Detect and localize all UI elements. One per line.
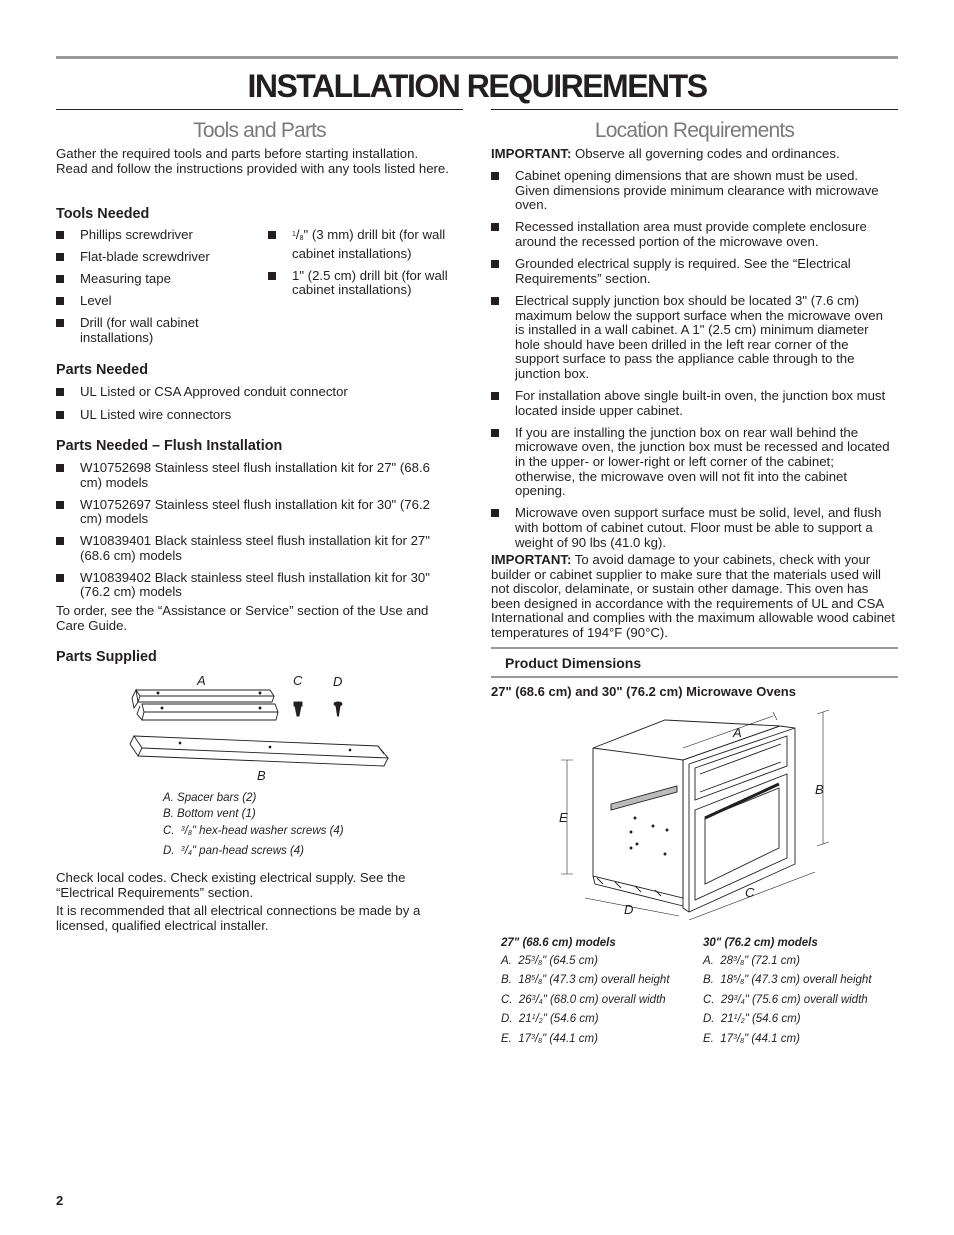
bullet-icon	[56, 319, 64, 327]
list-item: W10752697 Stainless steel flush installation kit for 30" (76.2 cm) models	[56, 498, 446, 527]
bullet-icon	[268, 272, 276, 280]
list-item: If you are installing the junction box on rear wall behind the microwave oven, the junction box must be recessed and located in the upper- or lower-right or left corner of the cabinet; otherwise, the microwave oven will not fit into the cabinet opening.	[491, 426, 895, 499]
check-codes-text: Check local codes. Check existing electrical supply. See the “Electrical Requirements” section.	[56, 870, 406, 900]
tools-parts-intro: Gather the required tools and parts before starting installation. Read and follow the instructions provided with any tools listed here.	[56, 146, 449, 176]
dims-27-e: E. $17^3/8$" (44.1 cm)	[501, 1032, 598, 1045]
dims-30-c: C. $29^3/4$" (75.6 cm) overall width	[703, 993, 868, 1006]
list-item: UL Listed wire connectors	[56, 408, 451, 423]
bullet-icon	[56, 388, 64, 396]
parts-label-d: D	[333, 674, 343, 689]
dims-27-column	[501, 936, 701, 1049]
dims-30-e: E. $17^3/8$" (44.1 cm)	[703, 1032, 800, 1045]
dims-27-a: A. $25^3/8$" (64.5 cm)	[501, 954, 598, 967]
location-heading: Location Requirements	[594, 119, 795, 142]
dim-label-a: A	[733, 725, 742, 740]
location-important-2: IMPORTANT: To avoid damage to your cabinets, check with your builder or cabinet supplier to make sure that the materials used will not discolor, delaminate, or sustain other damage. This oven has been designed in accordance with the requirements of UL and CSA International and complies with the maximum allowable wood cabinet temperatures of 194°F (90°C).	[491, 552, 895, 640]
list-item: Electrical supply junction box should be located 3" (7.6 cm) maximum below the support surface when the microwave oven is installed in a wall cabinet. A 1" (2.5 cm) minimum diameter hole should have been drilled in the left rear corner of the support surface to pass the appliance cable through to the junction box.	[491, 294, 895, 382]
caption-b: B. Bottom vent (1)	[163, 807, 256, 820]
parts-captions	[163, 791, 413, 861]
bullet-icon	[56, 501, 64, 509]
list-item: Level	[56, 294, 246, 309]
bullet-icon	[56, 537, 64, 545]
page-title: INSTALLATION REQUIREMENTS	[247, 68, 707, 104]
dim-label-b: B	[815, 782, 824, 797]
caption-d: D. $^3$/4" pan-head screws (4)	[163, 844, 305, 857]
list-item: Recessed installation area must provide complete enclosure around the recessed portion of the microwave oven.	[491, 220, 895, 249]
list-item: Microwave oven support surface must be solid, level, and flush with bottom of cabinet cutout. Floor must be able to support a weight of 90 lbs (41.0 kg).	[491, 506, 895, 550]
list-item: W10752698 Stainless steel flush installation kit for 27" (68.6 cm) models	[56, 461, 446, 490]
top-rule	[56, 56, 898, 59]
dims-30-a: A. $28^3/8$" (72.1 cm)	[703, 954, 800, 967]
location-list	[491, 169, 895, 550]
list-item: UL Listed or CSA Approved conduit connector	[56, 385, 451, 400]
parts-label-c: C	[293, 673, 303, 688]
parts-label-b: B	[257, 768, 266, 783]
list-item: W10839401 Black stainless steel flush installation kit for 27" (68.6 cm) models	[56, 534, 446, 563]
dims-27-c: C. $26^3/4$" (68.0 cm) overall width	[501, 993, 666, 1006]
dimensions-rule-top	[491, 647, 898, 649]
parts-supplied-heading: Parts Supplied	[56, 649, 157, 665]
caption-a: A. Spacer bars (2)	[163, 792, 257, 804]
bullet-icon	[491, 297, 499, 305]
dims-30-title: 30" (76.2 cm) models	[703, 937, 818, 949]
parts-needed-list	[56, 385, 451, 423]
tools-list-col1	[56, 228, 246, 345]
left-column-rule	[56, 109, 463, 110]
bullet-icon	[56, 574, 64, 582]
dim-label-c: C	[745, 885, 755, 900]
bullet-icon	[491, 392, 499, 400]
dimensions-rule-bottom	[491, 676, 898, 678]
list-item: 1" (2.5 cm) drill bit (for wall cabinet installations)	[268, 269, 454, 298]
bullet-icon	[268, 231, 276, 239]
bullet-icon	[491, 429, 499, 437]
list-item: Phillips screwdriver	[56, 228, 246, 243]
bullet-icon	[56, 297, 64, 305]
bullet-icon	[56, 231, 64, 239]
bullet-icon	[491, 509, 499, 517]
page-number: 2	[56, 1193, 64, 1208]
list-item: Measuring tape	[56, 272, 246, 287]
dim-label-e: E	[559, 810, 568, 825]
dimensions-subheading: 27" (68.6 cm) and 30" (76.2 cm) Microwave Ovens	[491, 684, 796, 699]
dims-30-b: B. $18^5/8$" (47.3 cm) overall height	[703, 974, 872, 986]
bullet-icon	[56, 464, 64, 472]
dimensions-heading: Product Dimensions	[505, 655, 642, 671]
dim-label-d: D	[624, 902, 634, 917]
flush-heading: Parts Needed – Flush Installation	[56, 438, 283, 454]
bullet-icon	[491, 223, 499, 231]
list-item: Cabinet opening dimensions that are shown must be used. Given dimensions provide minimum clearance with microwave oven.	[491, 169, 895, 213]
dims-27-title: 27" (68.6 cm) models	[501, 937, 616, 949]
list-item: For installation above single built-in oven, the junction box must located inside upper cabinet.	[491, 389, 895, 418]
list-item: $^1$/8" (3 mm) drill bit (for wall cabinet installations)	[268, 228, 454, 261]
bullet-icon	[56, 253, 64, 261]
bullet-icon	[56, 275, 64, 283]
microwave-diagram	[555, 708, 840, 923]
parts-needed-heading: Parts Needed	[56, 362, 148, 378]
order-note: To order, see the “Assistance or Service” section of the Use and Care Guide.	[56, 603, 429, 633]
caption-c: C. $^3$/8" hex-head washer screws (4)	[163, 825, 344, 837]
bullet-icon	[56, 411, 64, 419]
tools-needed-heading: Tools Needed	[56, 206, 150, 222]
right-column-rule	[491, 109, 898, 110]
dims-27-d: D. $21^1/2$" (54.6 cm)	[501, 1013, 599, 1025]
parts-label-a: A	[197, 673, 206, 688]
recommend-text: It is recommended that all electrical connections be made by a licensed, qualified electrical installer.	[56, 903, 421, 933]
list-item: Grounded electrical supply is required. See the “Electrical Requirements” section.	[491, 257, 895, 286]
location-important: IMPORTANT: Observe all governing codes and ordinances.	[491, 146, 840, 161]
dims-27-b: B. $18^5/8$" (47.3 cm) overall height	[501, 974, 670, 986]
flush-list	[56, 461, 446, 600]
bullet-icon	[491, 172, 499, 180]
dims-30-d: D. $21^1/2$" (54.6 cm)	[703, 1013, 801, 1025]
tools-parts-heading: Tools and Parts	[193, 119, 326, 142]
list-item: W10839402 Black stainless steel flush installation kit for 30" (76.2 cm) models	[56, 571, 446, 600]
dims-30-column	[703, 936, 898, 1049]
list-item: Drill (for wall cabinet installations)	[56, 316, 220, 345]
bullet-icon	[491, 260, 499, 268]
tools-list-col2	[268, 228, 454, 298]
list-item: Flat-blade screwdriver	[56, 250, 246, 265]
